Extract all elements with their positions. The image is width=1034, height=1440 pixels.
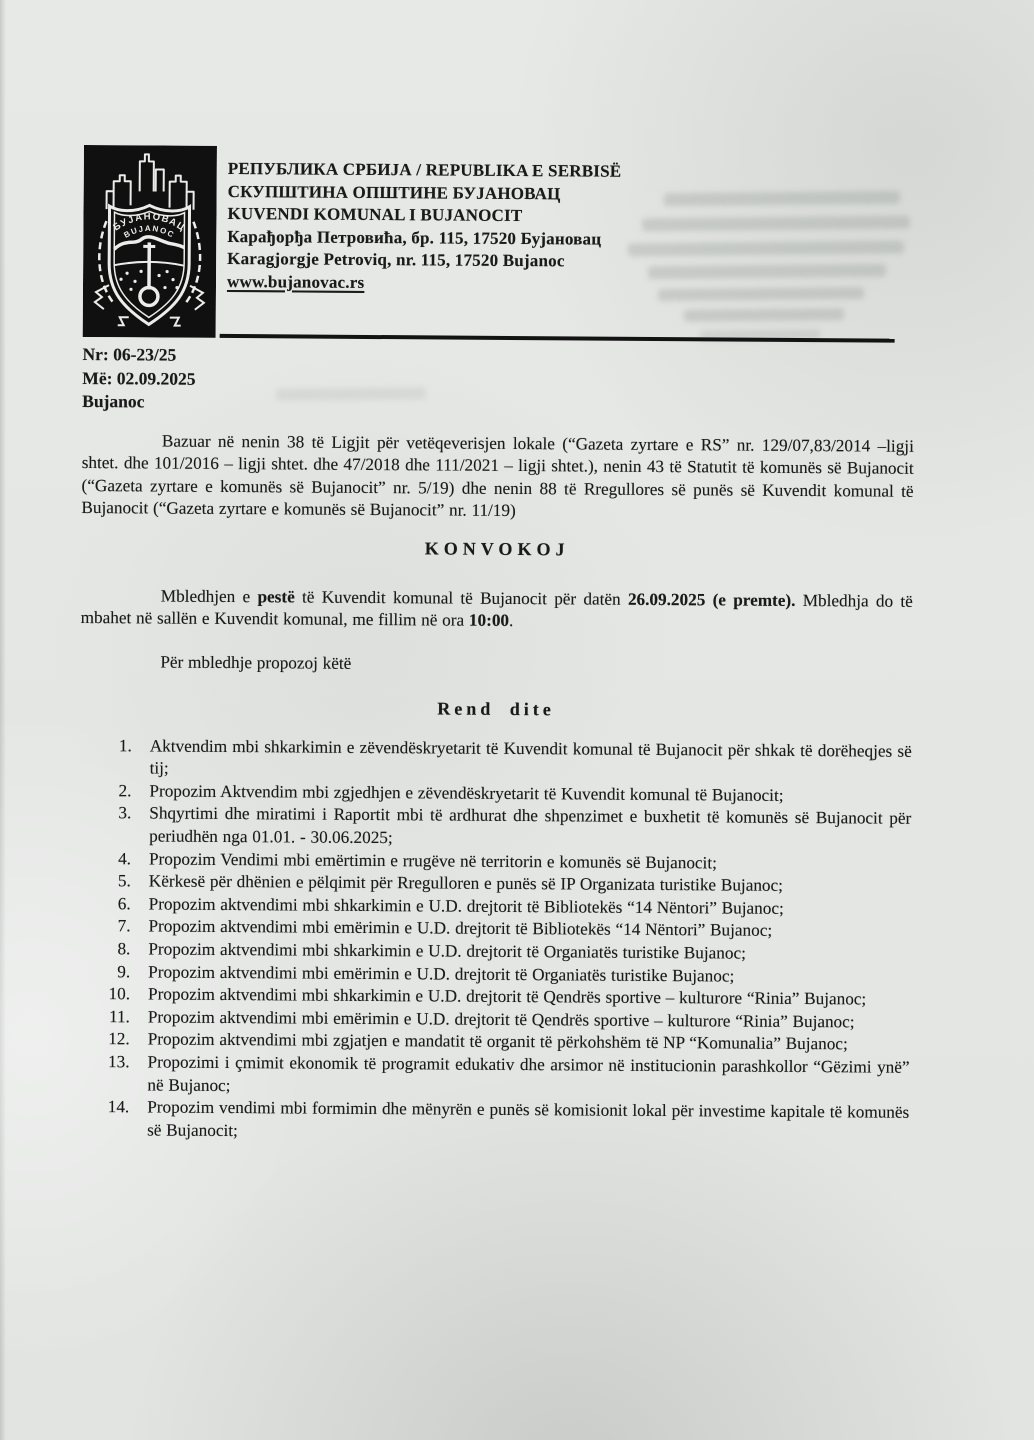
svg-text:BUJANOC: BUJANOC bbox=[122, 223, 177, 241]
text-run: Mbledhja do të mbahet në sallën e Kuvendit komunal, me fillim në ora bbox=[80, 590, 913, 631]
heading-konvokoj: KONVOKOJ bbox=[424, 538, 570, 560]
letterhead-line-address-sq: Karagjorgje Petroviq, nr. 115, 17520 Bujanoc bbox=[227, 249, 565, 271]
agenda-item-10: Propozim aktvendimi mbi shkarkimin e U.D. drejtorit të Qendrës sportive – kulturore “Rinia” Bujanoc; bbox=[147, 984, 867, 1009]
emphasized-text: 10:00 bbox=[468, 611, 510, 631]
agenda-item-9: Propozim aktvendimi mbi emërimin e U.D. drejtorit të Organiatës turistike Bujanoc; bbox=[148, 962, 735, 986]
text-run: të Kuvendit komunal të Bujanocit për datën bbox=[294, 587, 629, 609]
heading-agenda: Rend dite bbox=[437, 698, 555, 719]
agenda-item-1: Aktvendim mbi shkarkimin e zëvendëskryetarit të Kuvendit komunal të Bujanocit për shkak të dorëheqjes së tij; bbox=[149, 736, 912, 778]
emphasized-text: 26.09.2025 (e premte). bbox=[627, 589, 796, 610]
reference-block bbox=[82, 343, 914, 419]
letterhead-line-assembly-sq: KUVENDI KOMUNAL I BUJANOCIT bbox=[227, 204, 523, 226]
meeting-details-paragraph bbox=[81, 585, 913, 636]
reference-place: Bujanoc bbox=[82, 390, 145, 412]
bujanovac-coat-of-arms-icon bbox=[83, 145, 217, 338]
letterhead-line-republic: РЕПУБЛИКА СРБИЈА / REPUBLIKA E SERBISË bbox=[227, 158, 622, 181]
agenda-item-11: Propozim aktvendimi mbi emërimin e U.D. drejtorit të Qendrës sportive – kulturore “Rinia” Bujanoc; bbox=[147, 1007, 855, 1032]
agenda-item-5: Kërkesë për dhënien e pëlqimit për Rregulloren e punës së IP Organizata turistike Bujanoc; bbox=[148, 871, 784, 896]
agenda-item-2: Propozim Aktvendim mbi zgjedhjen e zëvendëskryetarit të Kuvendit komunal të Bujanocit; bbox=[149, 781, 784, 805]
text-run: Mbledhjen e bbox=[160, 586, 258, 607]
agenda-item-6: Propozim aktvendimi mbi shkarkimin e U.D. drejtorit të Bibliotekës “14 Nëntori” Bujanoc; bbox=[148, 894, 784, 918]
agenda-item-13: Propozimi i çmimit ekonomik të programit edukativ dhe arsimor në institucionin parashkollor “Gëzimi ynë” në Bujanoc; bbox=[147, 1052, 910, 1095]
agenda-item-3: Shqyrtimi dhe miratimi i Raportit mbi të ardhurat dhe shpenzimet e buxhetit të komunës së Bujanocit për periudhën nga 01.01. - 30.06.2025; bbox=[149, 803, 912, 848]
agenda-item-4: Propozim Vendimi mbi emërtimin e rrugëve në territorin e komunës së Bujanocit; bbox=[148, 849, 718, 873]
agenda-item-12: Propozim aktvendimi mbi zgjatjen e mandatit të organit të përkohshëm të NP “Komunalia” Bujanoc; bbox=[147, 1029, 848, 1054]
agenda-list bbox=[77, 735, 912, 1147]
proposal-line: Për mbledhje propozoj këtë bbox=[160, 652, 352, 673]
agenda-item-7: Propozim aktvendimi mbi emërimin e U.D. drejtorit të Bibliotekës “14 Nëntori” Bujanoc; bbox=[148, 916, 773, 941]
text-run: . bbox=[508, 611, 514, 631]
agenda-item-8: Propozim aktvendimi mbi shkarkimin e U.D. drejtorit të Organiatës turistike Bujanoc; bbox=[148, 939, 746, 963]
letterhead-line-address-sr: Карађорђа Петровића, бр. 115, 17520 Бујановац bbox=[227, 226, 602, 249]
reference-date: Më: 02.09.2025 bbox=[82, 367, 196, 389]
svg-text:БУЈАНОВАЦ: БУЈАНОВАЦ bbox=[111, 211, 188, 234]
letterhead-text-block bbox=[216, 146, 916, 343]
reference-number: Nr: 06-23/25 bbox=[82, 343, 177, 365]
agenda-item-14: Propozim vendimi mbi formimin dhe mënyrën e punës së komisionit lokal për investime kapitale të komunës së Bujanocit; bbox=[147, 1097, 910, 1140]
emphasized-text: pestë bbox=[257, 587, 295, 607]
website-url: www.bujanovac.rs bbox=[226, 271, 365, 292]
legal-basis-paragraph: Bazuar në nenin 38 të Ligjit për vetëqeverisjen lokale (“Gazeta zyrtare e RS” nr. 129/07,83/2014 –ligji shtet. dhe 101/2016 – ligji shtet. dhe 47/2018 dhe 111/2021 – ligji shtet.), nenin 43 të Statutit të komunës së Bujanocit (“Gazeta zyrtare e komunës së Bujanocit” nr. 5/19) dhe nenin 88 të Rregullores së punës së Kuvendit komunal të Bujanocit (“Gazeta zyrtare e komunës së Bujanocit” nr. 11/19) bbox=[81, 431, 914, 521]
letterhead-divider bbox=[220, 334, 895, 343]
letterhead bbox=[83, 145, 916, 343]
letterhead-line-assembly-sr: СКУПШТИНА ОПШТИНЕ БУЈАНОВАЦ bbox=[227, 181, 561, 203]
